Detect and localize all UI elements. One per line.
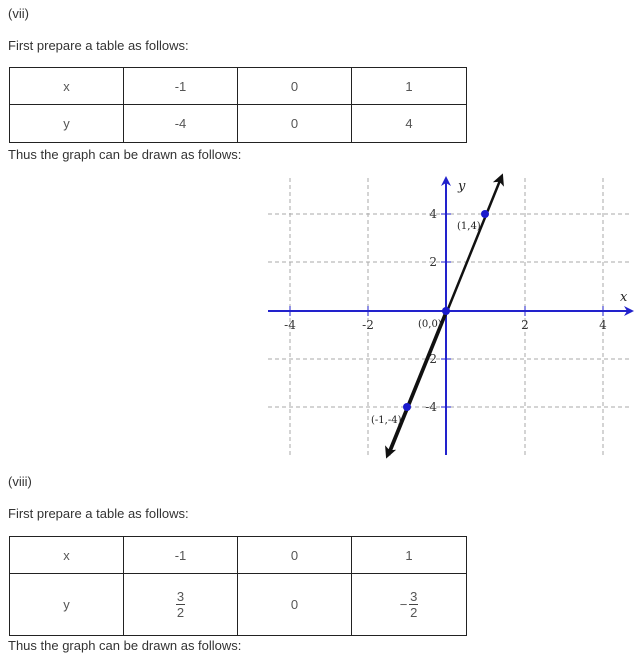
y-tick-label: -4 — [425, 400, 437, 414]
fraction-denominator: 2 — [410, 605, 418, 620]
fraction — [176, 590, 185, 619]
section-8-graph-caption: Thus the graph can be drawn as follows: — [8, 638, 242, 653]
table-header-y: y — [10, 105, 124, 143]
graph-line-lower-arrow — [388, 311, 446, 454]
point-neg1-neg4 — [403, 403, 411, 411]
x-tick-label: 4 — [599, 318, 607, 332]
section-8-label: (viii) — [8, 474, 32, 489]
point-0-0 — [442, 307, 450, 315]
y-tick-label: 2 — [429, 255, 437, 269]
values-table-8 — [9, 536, 467, 636]
section-8-intro: First prepare a table as follows: — [8, 506, 189, 521]
table-header-y: y — [10, 574, 124, 636]
fraction — [409, 590, 418, 619]
table-cell: 1 — [352, 68, 467, 105]
values-table-7 — [9, 67, 467, 143]
table-header-x: x — [10, 537, 124, 574]
table-header-x: x — [10, 68, 124, 105]
table-cell — [352, 574, 467, 636]
point-label: (1,4) — [457, 221, 481, 232]
point-label: (0,0) — [418, 319, 442, 330]
section-7-label: (vii) — [8, 6, 29, 21]
table-cell — [124, 574, 238, 636]
table-cell: 0 — [238, 68, 352, 105]
table-cell: 0 — [238, 537, 352, 574]
table-cell: -1 — [124, 537, 238, 574]
y-tick-label: 4 — [429, 207, 437, 221]
fraction-denominator: 2 — [176, 605, 185, 620]
table-cell: -4 — [124, 105, 238, 143]
x-tick-label: -2 — [362, 318, 374, 332]
table-cell: 0 — [238, 105, 352, 143]
x-axis-label: x — [620, 290, 628, 305]
table-cell: 0 — [238, 574, 352, 636]
minus-sign: − — [399, 597, 408, 612]
y-axis-label: y — [458, 179, 466, 194]
section-7-intro: First prepare a table as follows: — [8, 38, 189, 53]
x-tick-label: -4 — [284, 318, 296, 332]
table-cell: 1 — [352, 537, 467, 574]
grid-lines — [268, 178, 632, 455]
line-graph — [260, 168, 640, 463]
fraction-numerator: 3 — [176, 589, 185, 604]
section-7-graph-caption: Thus the graph can be drawn as follows: — [8, 147, 242, 162]
fraction-numerator: 3 — [410, 589, 418, 604]
point-1-4 — [481, 210, 489, 218]
point-label: (-1,-4) — [371, 415, 402, 426]
x-tick-label: 2 — [521, 318, 529, 332]
table-cell: -1 — [124, 68, 238, 105]
table-cell: 4 — [352, 105, 467, 143]
y-tick-label: 2 — [429, 352, 437, 366]
